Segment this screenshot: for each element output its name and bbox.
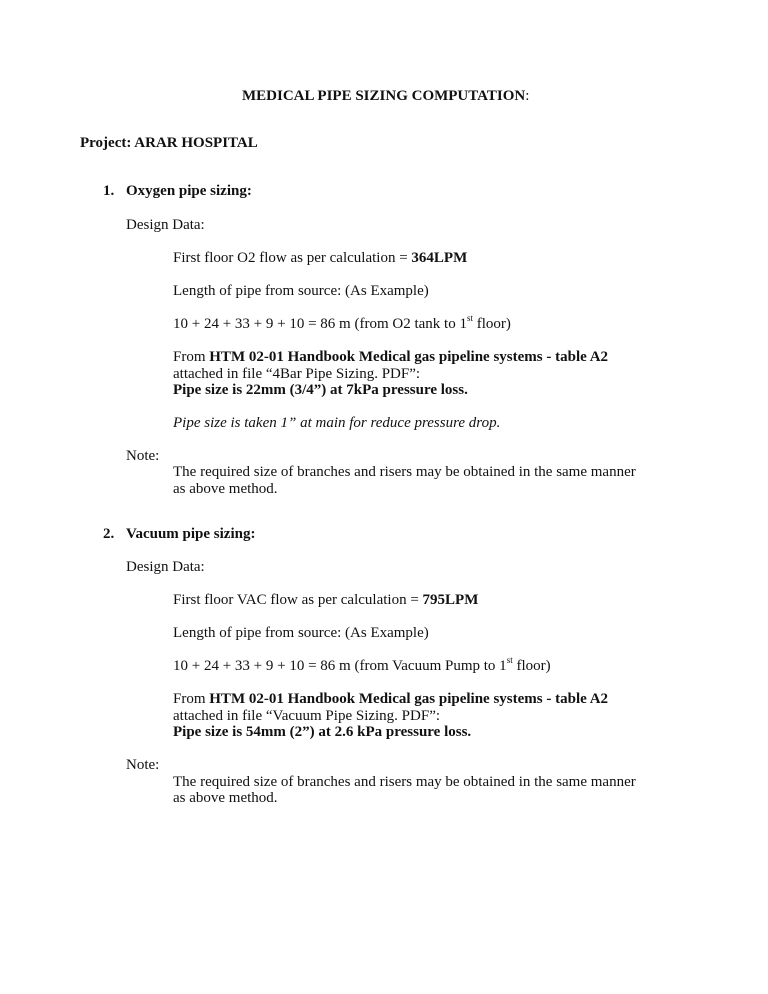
page-title xyxy=(242,88,529,105)
flow-value: 364LPM xyxy=(411,250,468,266)
flow-line xyxy=(173,250,467,267)
reference-line xyxy=(173,691,608,708)
note-line-2: as above method. xyxy=(173,790,278,806)
attached-file: attached in file “4Bar Pipe Sizing. PDF”: xyxy=(173,366,421,382)
length-calc-text: 10 + 24 + 33 + 9 + 10 = 86 m (from O2 tank to 1 xyxy=(173,316,467,332)
section-number: 2. xyxy=(103,526,115,542)
section-heading: Vacuum pipe sizing: xyxy=(126,526,256,542)
note-line-1: The required size of branches and risers may be obtained in the same manner xyxy=(173,774,636,790)
flow-value: 795LPM xyxy=(422,592,479,608)
note-line-1: The required size of branches and risers may be obtained in the same manner xyxy=(173,464,636,480)
length-calc-end: floor) xyxy=(472,316,511,332)
flow-text: First floor VAC flow as per calculation = xyxy=(173,592,423,608)
attached-file: attached in file “Vacuum Pipe Sizing. PDF”: xyxy=(173,708,441,724)
reference-line xyxy=(173,349,608,366)
reference-text: HTM 02-01 Handbook Medical gas pipeline systems - table A2 xyxy=(209,349,609,365)
result-text: Pipe size is 54mm (2”) at 2.6 kPa pressure loss. xyxy=(173,724,472,740)
remark-text: Pipe size is taken 1” at main for reduce pressure drop. xyxy=(173,415,501,431)
ordinal-sup: st xyxy=(506,655,513,665)
length-calc-end: floor) xyxy=(512,658,551,674)
length-calculation xyxy=(173,313,511,333)
flow-line xyxy=(173,592,478,609)
length-calc-text: 10 + 24 + 33 + 9 + 10 = 86 m (from Vacuum Pump to 1 xyxy=(173,658,507,674)
length-calculation xyxy=(173,655,551,675)
design-data-label: Design Data: xyxy=(126,559,205,575)
note-label: Note: xyxy=(126,448,160,464)
length-label: Length of pipe from source: (As Example) xyxy=(173,625,429,641)
title-colon: : xyxy=(525,88,530,104)
project-label: Project: ARAR HOSPITAL xyxy=(80,135,258,151)
from-prefix: From xyxy=(173,349,210,365)
length-label: Length of pipe from source: (As Example) xyxy=(173,283,429,299)
ordinal-sup: st xyxy=(466,313,473,323)
design-data-label: Design Data: xyxy=(126,217,205,233)
from-prefix: From xyxy=(173,691,210,707)
reference-text: HTM 02-01 Handbook Medical gas pipeline systems - table A2 xyxy=(209,691,609,707)
note-label: Note: xyxy=(126,757,160,773)
flow-text: First floor O2 flow as per calculation = xyxy=(173,250,412,266)
note-line-2: as above method. xyxy=(173,481,278,497)
section-number: 1. xyxy=(103,183,115,199)
result-text: Pipe size is 22mm (3/4”) at 7kPa pressure loss. xyxy=(173,382,468,398)
title-text: MEDICAL PIPE SIZING COMPUTATION xyxy=(242,88,526,104)
section-heading: Oxygen pipe sizing: xyxy=(126,183,252,199)
